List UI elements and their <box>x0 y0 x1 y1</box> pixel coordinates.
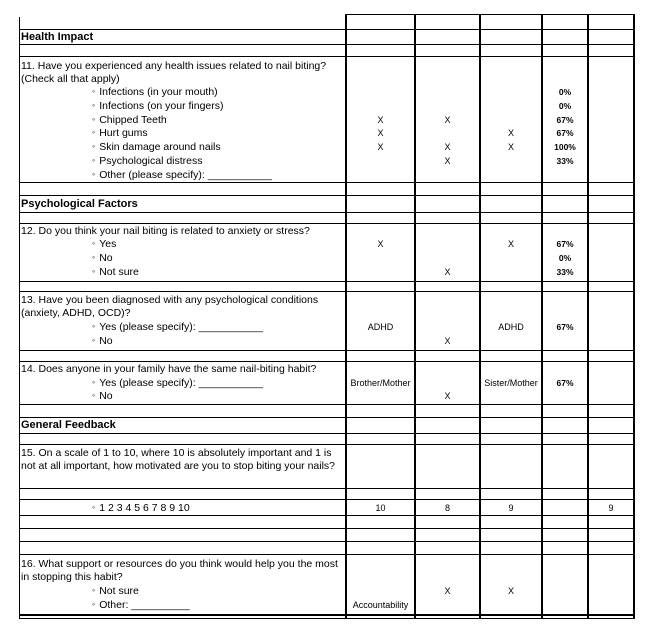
response-cell: Brother/Mother <box>350 378 411 388</box>
question-16: 16. What support or resources do you think would help you the most in stopping this habit? <box>21 558 338 583</box>
row-divider <box>19 281 635 282</box>
option-12-yes: ◦ Yes <box>92 238 116 251</box>
option-11-other: ◦ Other (please specify): ___________ <box>92 169 272 182</box>
percentage-cell: 33% <box>556 267 574 277</box>
option-11-infections-mouth: ◦ Infections (in your mouth) <box>92 86 218 99</box>
row-divider <box>19 488 635 489</box>
percentage-cell: 0% <box>558 87 572 97</box>
percentage-cell: 100% <box>554 142 576 152</box>
option-11-chipped-teeth: ◦ Chipped Teeth <box>92 114 167 127</box>
option-11-skin-damage: ◦ Skin damage around nails <box>92 141 221 154</box>
option-13-yes: ◦ Yes (please specify): ___________ <box>92 321 263 334</box>
table-border-bottom <box>19 618 635 619</box>
option-11-hurt-gums: ◦ Hurt gums <box>92 127 148 140</box>
option-11-infections-fingers: ◦ Infections (on your fingers) <box>92 100 224 113</box>
response-cell: X <box>377 128 384 138</box>
row-divider <box>19 212 635 213</box>
row-divider <box>19 444 635 445</box>
response-cell: X <box>444 142 451 152</box>
option-11-psychological-distress: ◦ Psychological distress <box>92 155 203 168</box>
question-12: 12. Do you think your nail biting is related to anxiety or stress? <box>21 225 310 237</box>
row-divider <box>19 195 635 196</box>
option-16-not-sure: ◦ Not sure <box>92 585 139 598</box>
option-13-no: ◦ No <box>92 335 113 348</box>
option-14-no: ◦ No <box>92 390 113 403</box>
row-divider <box>19 515 635 516</box>
row-divider <box>19 499 635 500</box>
row-divider <box>19 182 635 183</box>
response-cell: 10 <box>375 503 386 513</box>
question-15: 15. On a scale of 1 to 10, where 10 is absolutely important and 1 is not at all important, how motivated are you to stop biting your nails? <box>21 447 336 472</box>
row-divider <box>19 541 635 542</box>
response-cell: X <box>444 391 451 401</box>
response-cell: 8 <box>444 503 450 513</box>
response-cell: Sister/Mother <box>484 378 538 388</box>
section-heading-health-impact: Health Impact <box>21 31 94 43</box>
percentage-cell: 67% <box>556 378 574 388</box>
percentage-cell: 67% <box>556 128 574 138</box>
question-11: 11. Have you experienced any health issues related to nail biting? (Check all that apply) <box>21 60 327 85</box>
percentage-cell: 67% <box>556 322 574 332</box>
response-cell: X <box>507 586 514 596</box>
response-cell: Accountability <box>352 600 409 610</box>
row-divider <box>345 14 635 15</box>
response-cell: X <box>507 239 514 249</box>
option-15-scale: ◦ 1 2 3 4 5 6 7 8 9 10 <box>92 502 190 515</box>
percentage-cell: 0% <box>558 101 572 111</box>
percentage-cell: 67% <box>556 115 574 125</box>
row-divider <box>19 291 635 292</box>
response-cell: X <box>507 128 514 138</box>
response-cell: X <box>444 267 451 277</box>
row-divider <box>19 44 635 45</box>
percentage-cell: 0% <box>558 253 572 263</box>
option-12-not-sure: ◦ Not sure <box>92 266 139 279</box>
response-cell: ADHD <box>498 322 524 332</box>
question-13: 13. Have you been diagnosed with any psychological conditions (anxiety, ADHD, OCD)? <box>21 294 319 319</box>
response-cell: X <box>444 115 451 125</box>
table-border-bottom <box>19 614 635 616</box>
percentage-cell: 67% <box>556 239 574 249</box>
row-divider <box>19 554 635 555</box>
row-divider <box>19 433 635 434</box>
response-cell: 9 <box>608 503 614 513</box>
section-heading-psychological-factors: Psychological Factors <box>21 198 138 210</box>
row-divider <box>19 223 635 224</box>
row-divider <box>19 417 635 418</box>
percentage-cell: 33% <box>556 156 574 166</box>
option-14-yes: ◦ Yes (please specify): ___________ <box>92 377 263 390</box>
row-divider <box>19 404 635 405</box>
option-16-other: ◦ Other: __________ <box>92 599 190 612</box>
response-cell: 9 <box>508 503 514 513</box>
response-cell: X <box>507 142 514 152</box>
response-cell: X <box>444 156 451 166</box>
row-divider <box>19 361 635 362</box>
response-cell: X <box>377 115 384 125</box>
row-divider <box>19 29 635 30</box>
response-cell: X <box>377 142 384 152</box>
response-cell: X <box>444 586 451 596</box>
row-divider <box>19 56 635 57</box>
response-cell: X <box>444 336 451 346</box>
response-cell: X <box>377 239 384 249</box>
section-heading-general-feedback: General Feedback <box>21 419 116 431</box>
response-cell: ADHD <box>367 322 394 332</box>
question-14: 14. Does anyone in your family have the same nail-biting habit? <box>21 363 317 375</box>
row-divider <box>19 528 635 529</box>
option-12-no: ◦ No <box>92 252 113 265</box>
row-divider <box>19 350 635 351</box>
